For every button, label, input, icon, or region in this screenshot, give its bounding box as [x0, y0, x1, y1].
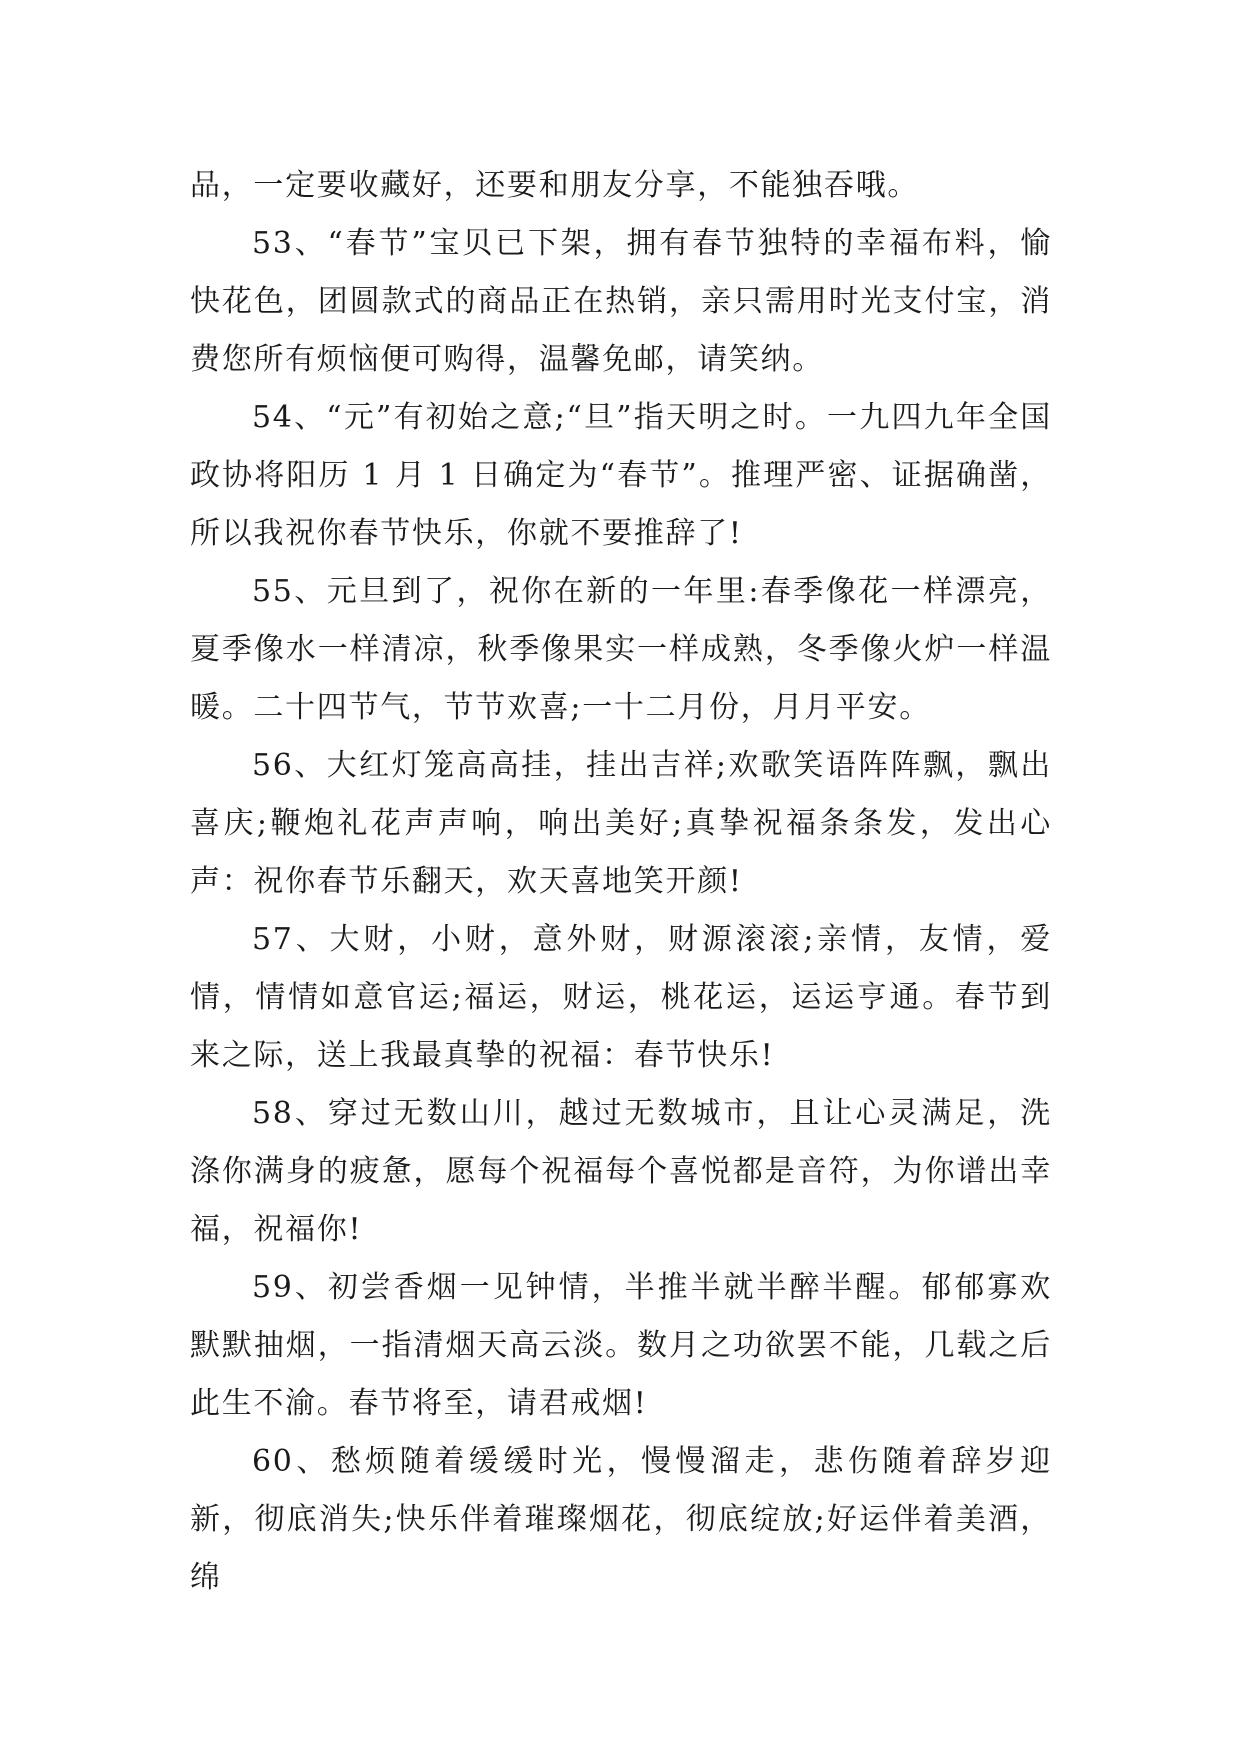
paragraph-continuation: 品，一定要收藏好，还要和朋友分享，不能独吞哦。	[190, 168, 920, 203]
paragraph-56: 56、大红灯笼高高挂，挂出吉祥;欢歌笑语阵阵飘，飘出喜庆;鞭炮礼花声声响，响出美好;真挚祝福条条发，发出心声：祝你春节乐翻天，欢天喜地笑开颜!	[190, 748, 1052, 899]
paragraph-53: 53、“春节”宝贝已下架，拥有春节独特的幸福布料，愉快花色，团圆款式的商品正在热销，亲只需用时光支付宝，消费您所有烦恼便可购得，温馨免邮，请笑纳。	[190, 226, 1052, 377]
paragraph-60: 60、愁烦随着缓缓时光，慢慢溜走，悲伤随着辞岁迎新，彻底消失;快乐伴着璀璨烟花，彻底绽放;好运伴着美酒，绵	[190, 1444, 1052, 1595]
document-body	[190, 157, 1052, 1607]
paragraph-58: 58、穿过无数山川，越过无数城市，且让心灵满足，洗涤你满身的疲惫，愿每个祝福每个喜悦都是音符，为你谱出幸福，祝福你!	[190, 1096, 1052, 1247]
paragraph-59: 59、初尝香烟一见钟情，半推半就半醉半醒。郁郁寡欢默默抽烟，一指清烟天高云淡。数月之功欲罢不能，几载之后此生不渝。春节将至，请君戒烟!	[190, 1270, 1052, 1421]
paragraph-57: 57、大财，小财，意外财，财源滚滚;亲情，友情，爱情，情情如意官运;福运，财运，桃花运，运运亨通。春节到来之际，送上我最真挚的祝福：春节快乐!	[190, 922, 1052, 1073]
paragraph-55: 55、元旦到了，祝你在新的一年里:春季像花一样漂亮，夏季像水一样清凉，秋季像果实一样成熟，冬季像火炉一样温暖。二十四节气，节节欢喜;一十二月份，月月平安。	[190, 574, 1052, 725]
paragraph-54: 54、“元”有初始之意;“旦”指天明之时。一九四九年全国政协将阳历 1 月 1 日确定为“春节”。推理严密、证据确凿，所以我祝你春节快乐，你就不要推辞了!	[190, 400, 1052, 551]
